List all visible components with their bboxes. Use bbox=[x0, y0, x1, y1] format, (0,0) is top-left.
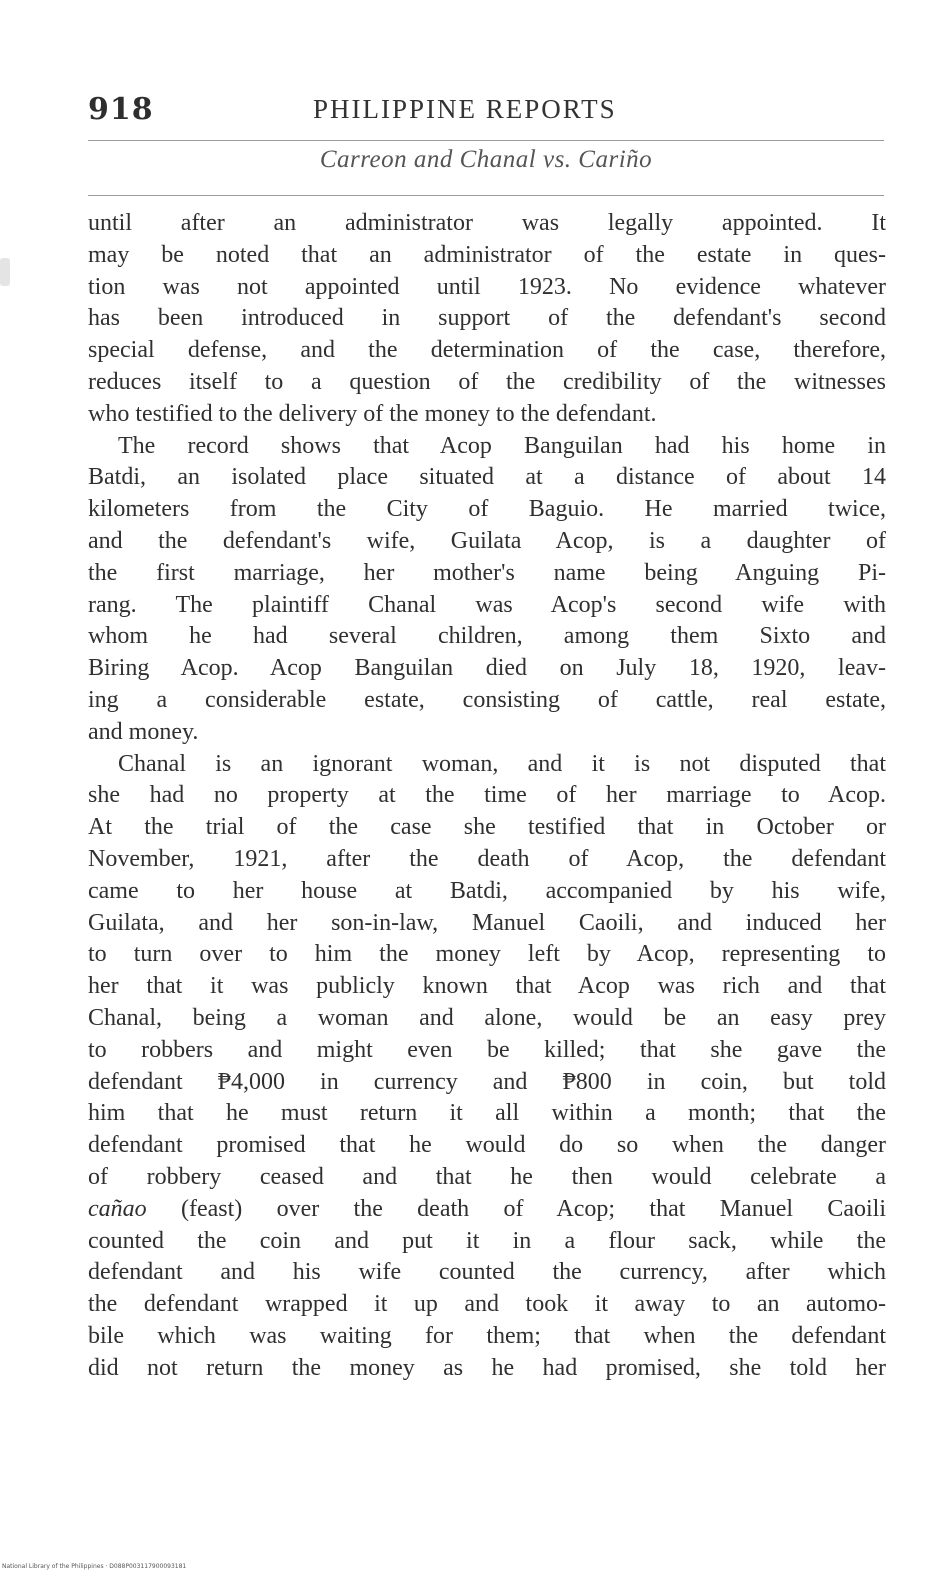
text-line: to turn over to him the money left by Acop, representing to bbox=[88, 941, 886, 968]
text-line: rang. The plaintiff Chanal was Acop's second wife with bbox=[88, 591, 886, 618]
text-line: tion was not appointed until 1923. No evidence whatever bbox=[88, 273, 886, 300]
paragraph-first-line: The record shows that Acop Banguilan had his home in bbox=[118, 432, 886, 459]
text-line: came to her house at Batdi, accompanied by his wife, bbox=[88, 877, 886, 904]
text-line: bile which was waiting for them; that when the defendant bbox=[88, 1322, 886, 1349]
text-line: her that it was publicly known that Acop was rich and that bbox=[88, 973, 886, 1000]
text-line: the first marriage, her mother's name being Anguing Pi- bbox=[88, 559, 886, 586]
text-line: kilometers from the City of Baguio. He married twice, bbox=[88, 496, 886, 523]
text-line: Chanal, being a woman and alone, would be an easy prey bbox=[88, 1004, 886, 1031]
text-line-with-italic bbox=[88, 1194, 886, 1226]
page-header bbox=[88, 88, 888, 132]
text-line: Batdi, an isolated place situated at a distance of about 14 bbox=[88, 464, 886, 491]
page-number: 918 bbox=[88, 92, 154, 127]
header-rule-top bbox=[88, 140, 884, 141]
text-line: of robbery ceased and that he then would celebrate a bbox=[88, 1163, 886, 1190]
text-line: the defendant wrapped it up and took it away to an automo- bbox=[88, 1291, 886, 1318]
text-line: defendant and his wife counted the currency, after which bbox=[88, 1259, 886, 1286]
text-line: him that he must return it all within a month; that the bbox=[88, 1100, 886, 1127]
text-line: Biring Acop. Acop Banguilan died on July 18, 1920, leav- bbox=[88, 655, 886, 682]
text-line: she had no property at the time of her marriage to Acop. bbox=[88, 782, 886, 809]
reporter-title: PHILIPPINE REPORTS bbox=[313, 94, 617, 124]
text-line: and money. bbox=[88, 718, 199, 745]
text-line: counted the coin and put it in a flour sack, while the bbox=[88, 1227, 886, 1254]
paragraph-first-line: Chanal is an ignorant woman, and it is not disputed that bbox=[118, 750, 886, 777]
text-line: who testified to the delivery of the money to the defendant. bbox=[88, 400, 657, 427]
text-line: defendant promised that he would do so when the danger bbox=[88, 1132, 886, 1159]
text-line: and the defendant's wife, Guilata Acop, is a daughter of bbox=[88, 527, 886, 554]
text-line: has been introduced in support of the defendant's second bbox=[88, 305, 886, 332]
text-line: reduces itself to a question of the credibility of the witnesses bbox=[88, 368, 886, 395]
text-line: ing a considerable estate, consisting of cattle, real estate, bbox=[88, 686, 886, 713]
header-rule-bottom bbox=[88, 195, 884, 196]
text-line: defendant ₱4,000 in currency and ₱800 in coin, but told bbox=[88, 1068, 886, 1095]
text-segment: (feast) over the death of Acop; that Manuel Caoili bbox=[146, 1195, 886, 1222]
text-line: Guilata, and her son-in-law, Manuel Caoili, and induced her bbox=[88, 909, 886, 936]
text-line: November, 1921, after the death of Acop, the defendant bbox=[88, 845, 886, 872]
scan-edge-mark bbox=[0, 258, 10, 286]
text-line: did not return the money as he had promised, she told her bbox=[88, 1354, 886, 1381]
library-stamp: National Library of the Philippines · D088P003117900093181 bbox=[2, 1563, 187, 1570]
text-line: until after an administrator was legally appointed. It bbox=[88, 210, 886, 236]
text-line: may be noted that an administrator of the estate in ques- bbox=[88, 241, 886, 268]
text-line: whom he had several children, among them Sixto and bbox=[88, 623, 886, 650]
text-line: to robbers and might even be killed; that she gave the bbox=[88, 1036, 886, 1063]
italic-word-canao: cañao bbox=[88, 1195, 147, 1222]
text-line: special defense, and the determination of the case, therefore, bbox=[88, 337, 886, 364]
case-title: Carreon and Chanal vs. Cariño bbox=[319, 146, 653, 173]
body-text bbox=[88, 208, 886, 1384]
text-line: At the trial of the case she testified that in October or bbox=[88, 814, 886, 841]
